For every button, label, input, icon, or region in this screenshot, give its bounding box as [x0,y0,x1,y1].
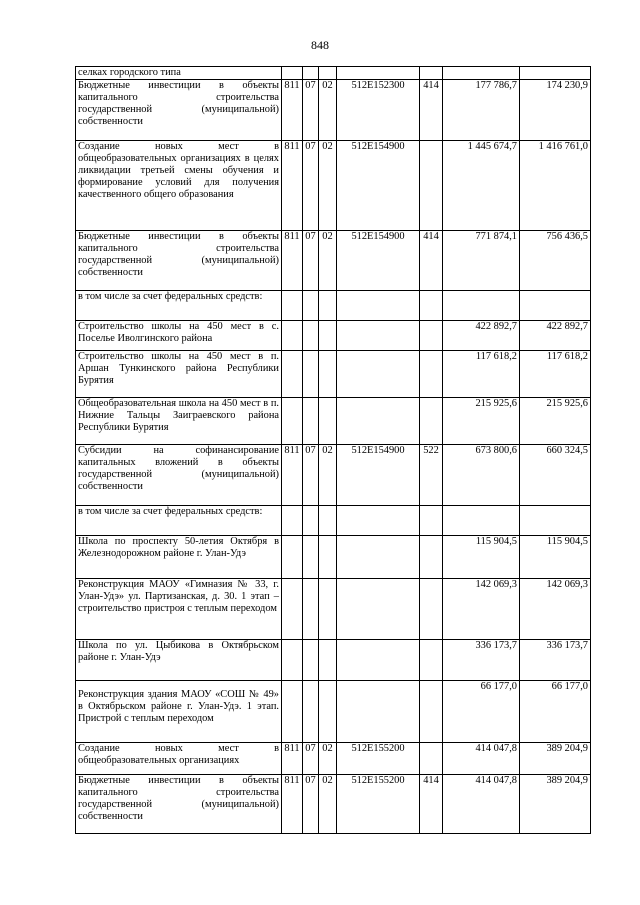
section-code: 07 [303,231,319,291]
target-article-code: 512E154900 [337,231,420,291]
amount-year-2: 66 177,0 [520,681,591,743]
row-name: Реконструкция здания МАОУ «СОШ № 49» в Октябрьском районе г. Улан-Удэ. 1 этап. Пристрой с теплым переходом [76,681,282,743]
amount-year-2: 215 925,6 [520,398,591,445]
expense-type-code: 414 [420,231,443,291]
amount-year-2: 336 173,7 [520,640,591,681]
amount-year-2: 389 204,9 [520,775,591,834]
target-article-code [337,67,420,80]
amount-year-2: 756 436,5 [520,231,591,291]
amount-year-2: 115 904,5 [520,536,591,579]
expense-type-code [420,321,443,351]
grbs-code [282,398,303,445]
amount-year-2: 174 230,9 [520,80,591,141]
expense-type-code [420,398,443,445]
target-article-code: 512E154900 [337,141,420,231]
grbs-code [282,640,303,681]
table-row [76,291,591,321]
expense-type-code [420,351,443,398]
target-article-code: 512E155200 [337,743,420,775]
table-row [76,321,591,351]
expense-type-code [420,291,443,321]
grbs-code [282,67,303,80]
subsection-code [319,536,337,579]
subsection-code [319,579,337,640]
expense-type-code: 522 [420,445,443,506]
table-row [76,681,591,743]
amount-year-2 [520,67,591,80]
table-row [76,80,591,141]
amount-year-2: 389 204,9 [520,743,591,775]
amount-year-2 [520,291,591,321]
section-code: 07 [303,80,319,141]
amount-year-1: 177 786,7 [443,80,520,141]
expense-type-code: 414 [420,775,443,834]
expense-type-code: 414 [420,80,443,141]
section-code [303,506,319,536]
table-row [76,775,591,834]
grbs-code [282,351,303,398]
target-article-code [337,506,420,536]
table-row [76,536,591,579]
amount-year-1: 422 892,7 [443,321,520,351]
amount-year-1 [443,291,520,321]
grbs-code: 811 [282,80,303,141]
section-code: 07 [303,141,319,231]
subsection-code: 02 [319,141,337,231]
section-code [303,536,319,579]
grbs-code [282,506,303,536]
amount-year-2: 142 069,3 [520,579,591,640]
row-name: Общеобразовательная школа на 450 мест в п. Нижние Тальцы Заиграевского района Республики Бурятия [76,398,282,445]
row-name: Строительство школы на 450 мест в п. Аршан Тункинского района Республики Бурятия [76,351,282,398]
target-article-code [337,681,420,743]
table-row [76,579,591,640]
section-code [303,398,319,445]
subsection-code [319,67,337,80]
row-name: в том числе за счет федеральных средств: [76,506,282,536]
subsection-code [319,398,337,445]
amount-year-1: 215 925,6 [443,398,520,445]
target-article-code [337,291,420,321]
row-name: Школа по ул. Цыбикова в Октябрьском районе г. Улан-Удэ [76,640,282,681]
section-code [303,291,319,321]
target-article-code: 512E155200 [337,775,420,834]
grbs-code: 811 [282,775,303,834]
amount-year-1: 115 904,5 [443,536,520,579]
expense-type-code [420,579,443,640]
expense-type-code [420,743,443,775]
amount-year-1: 414 047,8 [443,775,520,834]
amount-year-1: 66 177,0 [443,681,520,743]
grbs-code [282,291,303,321]
subsection-code [319,321,337,351]
table-row [76,398,591,445]
amount-year-1: 414 047,8 [443,743,520,775]
amount-year-2 [520,506,591,536]
section-code: 07 [303,743,319,775]
grbs-code [282,579,303,640]
table-row [76,640,591,681]
amount-year-1: 771 874,1 [443,231,520,291]
expense-type-code [420,506,443,536]
amount-year-2: 1 416 761,0 [520,141,591,231]
row-name: Строительство школы на 450 мест в с. Поселье Иволгинского района [76,321,282,351]
subsection-code: 02 [319,743,337,775]
expense-type-code [420,536,443,579]
subsection-code: 02 [319,80,337,141]
row-name: Создание новых мест в общеобразовательных организациях в целях ликвидации третьей смены обучения и формирование условий для получения качественного общего образования [76,141,282,231]
grbs-code: 811 [282,141,303,231]
expense-type-code [420,141,443,231]
grbs-code [282,681,303,743]
target-article-code [337,579,420,640]
subsection-code [319,640,337,681]
expense-type-code [420,681,443,743]
table-row [76,351,591,398]
row-name: Школа по проспекту 50-летия Октября в Железнодорожном районе г. Улан-Удэ [76,536,282,579]
target-article-code [337,351,420,398]
grbs-code: 811 [282,231,303,291]
grbs-code: 811 [282,743,303,775]
subsection-code [319,291,337,321]
page-number: 848 [311,38,329,52]
row-name: Создание новых мест в общеобразовательных организациях [76,743,282,775]
grbs-code [282,536,303,579]
row-name: Бюджетные инвестиции в объекты капитального строительства государственной (муниципальной) собственности [76,775,282,834]
amount-year-1: 336 173,7 [443,640,520,681]
amount-year-2: 660 324,5 [520,445,591,506]
subsection-code: 02 [319,445,337,506]
subsection-code [319,681,337,743]
target-article-code [337,640,420,681]
target-article-code [337,321,420,351]
row-name: Бюджетные инвестиции в объекты капитального строительства государственной (муниципальной) собственности [76,80,282,141]
table-row [76,445,591,506]
row-name: в том числе за счет федеральных средств: [76,291,282,321]
row-name: Субсидии на софинансирование капитальных вложений в объекты государственной (муниципальной) собственности [76,445,282,506]
table-row [76,231,591,291]
grbs-code: 811 [282,445,303,506]
section-code [303,321,319,351]
target-article-code: 512E152300 [337,80,420,141]
section-code: 07 [303,775,319,834]
section-code [303,351,319,398]
amount-year-2: 422 892,7 [520,321,591,351]
amount-year-2: 117 618,2 [520,351,591,398]
amount-year-1: 1 445 674,7 [443,141,520,231]
target-article-code: 512E154900 [337,445,420,506]
expense-type-code [420,67,443,80]
table-row [76,67,591,80]
amount-year-1: 117 618,2 [443,351,520,398]
section-code [303,67,319,80]
subsection-code [319,506,337,536]
subsection-code: 02 [319,775,337,834]
table-row [76,743,591,775]
row-name: Реконструкция МАОУ «Гимназия № 33, г. Улан-Удэ» ул. Партизанская, д. 30. 1 этап – строительство пристроя с теплым переходом [76,579,282,640]
grbs-code [282,321,303,351]
target-article-code [337,536,420,579]
amount-year-1: 142 069,3 [443,579,520,640]
section-code [303,640,319,681]
budget-table [75,66,591,834]
section-code: 07 [303,445,319,506]
subsection-code: 02 [319,231,337,291]
target-article-code [337,398,420,445]
amount-year-1: 673 800,6 [443,445,520,506]
table-row [76,141,591,231]
row-name: Бюджетные инвестиции в объекты капитального строительства государственной (муниципальной) собственности [76,231,282,291]
section-code [303,579,319,640]
section-code [303,681,319,743]
amount-year-1 [443,506,520,536]
table-row [76,506,591,536]
row-name: селках городского типа [76,67,282,80]
expense-type-code [420,640,443,681]
amount-year-1 [443,67,520,80]
subsection-code [319,351,337,398]
